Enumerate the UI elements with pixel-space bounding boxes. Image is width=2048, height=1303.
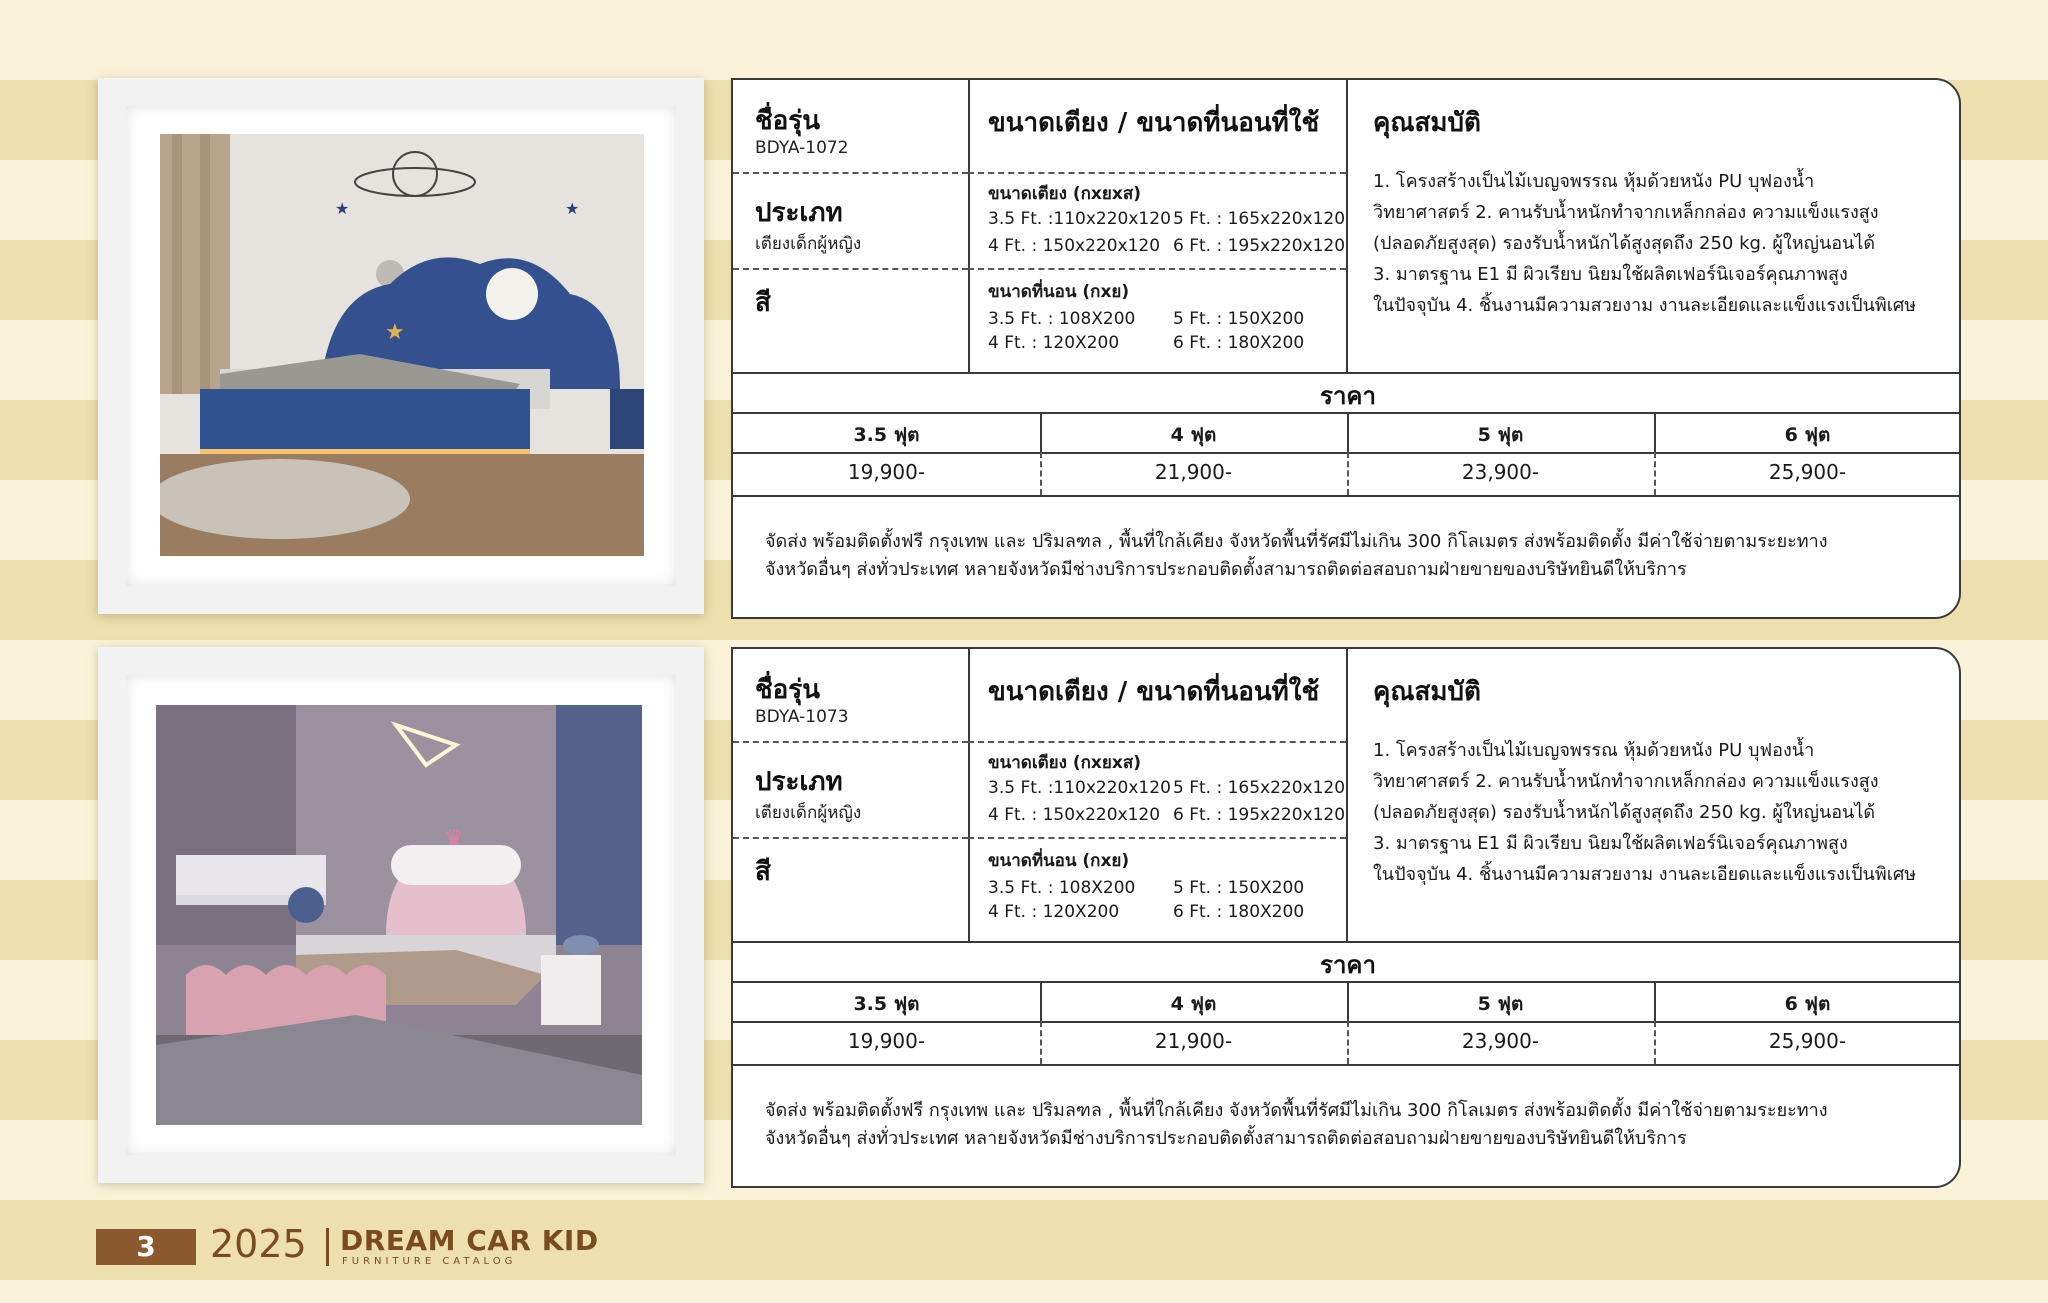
type-label: ประเภท: [755, 767, 843, 797]
properties-line: วิทยาศาสตร์ 2. คานรับน้ำหนักทำจากเหล็กกล่อง ความแข็งแรงสูง: [1373, 202, 1879, 223]
page-number: 3: [96, 1229, 196, 1265]
product-spec-card: [731, 647, 1961, 1188]
model-label: ชื่อรุ่น: [755, 106, 820, 136]
brand-name: DREAM CAR KID: [340, 1224, 599, 1257]
price-value: 25,900-: [1768, 460, 1847, 484]
product-photo-frame: [98, 78, 704, 614]
size-header: ขนาดเตียง / ขนาดที่นอนที่ใช้: [988, 677, 1320, 707]
mattress-size-item: 3.5 Ft. : 108X200: [988, 309, 1136, 329]
price-size-label: 4 ฟุต: [1170, 993, 1217, 1015]
svg-text:★: ★: [335, 199, 350, 218]
properties-text: [1373, 735, 1953, 890]
svg-text:★: ★: [385, 320, 405, 345]
color-label: สี: [755, 288, 771, 318]
type-value: เตียงเด็กผู้หญิง: [755, 803, 862, 823]
bed-size-item: 4 Ft. : 150x220x120: [988, 236, 1161, 256]
price-size-label: 5 ฟุต: [1477, 424, 1524, 446]
mattress-size-item: 5 Ft. : 150X200: [1173, 309, 1305, 329]
properties-header: คุณสมบัติ: [1373, 108, 1481, 138]
bed-size-item: 4 Ft. : 150x220x120: [988, 805, 1161, 825]
delivery-note-line: จัดส่ง พร้อมติดตั้งฟรี กรุงเทพ และ ปริมลฑล , พื้นที่ใกล้เคียง จังหวัดพื้นที่รัศมีไม่เกิน 300 กิโลเมตร ส่งพร้อมติดตั้ง มีค่าใช้จ่ายตามระยะทาง: [765, 1100, 1828, 1121]
mattress-size-item: 4 Ft. : 120X200: [988, 333, 1120, 353]
product-photo: [160, 134, 644, 556]
price-size-label: 6 ฟุต: [1784, 424, 1831, 446]
price-value: 23,900-: [1461, 460, 1540, 484]
delivery-note-line: จังหวัดอื่นๆ ส่งทั่วประเทศ หลายจังหวัดมีช่างบริการประกอบติดตั้งสามารถติดต่อสอบถามฝ่ายขายของบริษัทยินดีให้บริการ: [765, 1128, 1687, 1149]
product-photo: [156, 705, 642, 1125]
mattress-size-item: 3.5 Ft. : 108X200: [988, 878, 1136, 898]
delivery-note: [765, 1097, 1945, 1153]
properties-line: ในปัจจุบัน 4. ชิ้นงานมีความสวยงาม งานละเอียดและแข็งแรงเป็นพิเศษ: [1373, 295, 1917, 316]
catalog-year: 2025: [210, 1222, 307, 1266]
bed-size-item: 5 Ft. : 165x220x120: [1173, 778, 1346, 798]
svg-text:♛: ♛: [444, 826, 464, 851]
price-size-label: 6 ฟุต: [1784, 993, 1831, 1015]
bed-size-item: 3.5 Ft. :110x220x120: [988, 778, 1171, 798]
model-label: ชื่อรุ่น: [755, 675, 820, 705]
model-code: BDYA-1073: [755, 707, 849, 727]
bed-size-item: 6 Ft. : 195x220x120: [1173, 805, 1346, 825]
price-size-label: 4 ฟุต: [1170, 424, 1217, 446]
mattress-size-label: ขนาดที่นอน (กxย): [988, 851, 1130, 871]
delivery-note-line: จัดส่ง พร้อมติดตั้งฟรี กรุงเทพ และ ปริมลฑล , พื้นที่ใกล้เคียง จังหวัดพื้นที่รัศมีไม่เกิน 300 กิโลเมตร ส่งพร้อมติดตั้ง มีค่าใช้จ่ายตามระยะทาง: [765, 531, 1828, 552]
mattress-size-item: 6 Ft. : 180X200: [1173, 333, 1305, 353]
bed-size-item: 3.5 Ft. :110x220x120: [988, 209, 1171, 229]
price-value: 25,900-: [1768, 1029, 1847, 1053]
bed-size-label: ขนาดเตียง (กxยxส): [988, 184, 1141, 204]
bed-size-item: 5 Ft. : 165x220x120: [1173, 209, 1346, 229]
properties-line: 1. โครงสร้างเป็นไม้เบญจพรรณ หุ้มด้วยหนัง PU บุฟองน้ำ: [1373, 171, 1815, 192]
price-value: 19,900-: [847, 1029, 926, 1053]
model-code: BDYA-1072: [755, 138, 849, 158]
mattress-size-item: 6 Ft. : 180X200: [1173, 902, 1305, 922]
properties-line: 1. โครงสร้างเป็นไม้เบญจพรรณ หุ้มด้วยหนัง PU บุฟองน้ำ: [1373, 740, 1815, 761]
color-label: สี: [755, 857, 771, 887]
price-size-label: 3.5 ฟุต: [853, 424, 920, 446]
footer-divider: [326, 1228, 329, 1266]
mattress-size-item: 5 Ft. : 150X200: [1173, 878, 1305, 898]
properties-line: 3. มาตรฐาน E1 มี ผิวเรียบ นิยมใช้ผลิตเฟอร์นิเจอร์คุณภาพสูง: [1373, 264, 1848, 285]
properties-line: ในปัจจุบัน 4. ชิ้นงานมีความสวยงาม งานละเอียดและแข็งแรงเป็นพิเศษ: [1373, 864, 1917, 885]
svg-text:★: ★: [565, 199, 580, 218]
properties-line: 3. มาตรฐาน E1 มี ผิวเรียบ นิยมใช้ผลิตเฟอร์นิเจอร์คุณภาพสูง: [1373, 833, 1848, 854]
type-value: เตียงเด็กผู้หญิง: [755, 234, 862, 254]
properties-line: (ปลอดภัยสูงสุด) รองรับน้ำหนักได้สูงสุดถึง 250 kg. ผู้ใหญ่นอนได้: [1373, 802, 1876, 823]
price-value: 21,900-: [1154, 460, 1233, 484]
product-spec-card: [731, 78, 1961, 619]
properties-line: (ปลอดภัยสูงสุด) รองรับน้ำหนักได้สูงสุดถึง 250 kg. ผู้ใหญ่นอนได้: [1373, 233, 1876, 254]
price-value: 19,900-: [847, 460, 926, 484]
price-size-label: 5 ฟุต: [1477, 993, 1524, 1015]
bed-size-item: 6 Ft. : 195x220x120: [1173, 236, 1346, 256]
properties-header: คุณสมบัติ: [1373, 677, 1481, 707]
brand-tagline: FURNITURE CATALOG: [342, 1256, 517, 1267]
product-photo-frame: [98, 647, 704, 1183]
price-value: 21,900-: [1154, 1029, 1233, 1053]
bed-size-label: ขนาดเตียง (กxยxส): [988, 753, 1141, 773]
properties-line: วิทยาศาสตร์ 2. คานรับน้ำหนักทำจากเหล็กกล่อง ความแข็งแรงสูง: [1373, 771, 1879, 792]
mattress-size-item: 4 Ft. : 120X200: [988, 902, 1120, 922]
size-header: ขนาดเตียง / ขนาดที่นอนที่ใช้: [988, 108, 1320, 138]
price-header: ราคา: [1320, 382, 1376, 410]
properties-text: [1373, 166, 1953, 321]
type-label: ประเภท: [755, 198, 843, 228]
mattress-size-label: ขนาดที่นอน (กxย): [988, 282, 1130, 302]
delivery-note-line: จังหวัดอื่นๆ ส่งทั่วประเทศ หลายจังหวัดมีช่างบริการประกอบติดตั้งสามารถติดต่อสอบถามฝ่ายขายของบริษัทยินดีให้บริการ: [765, 559, 1687, 580]
price-value: 23,900-: [1461, 1029, 1540, 1053]
price-header: ราคา: [1320, 951, 1376, 979]
price-size-label: 3.5 ฟุต: [853, 993, 920, 1015]
delivery-note: [765, 528, 1945, 584]
